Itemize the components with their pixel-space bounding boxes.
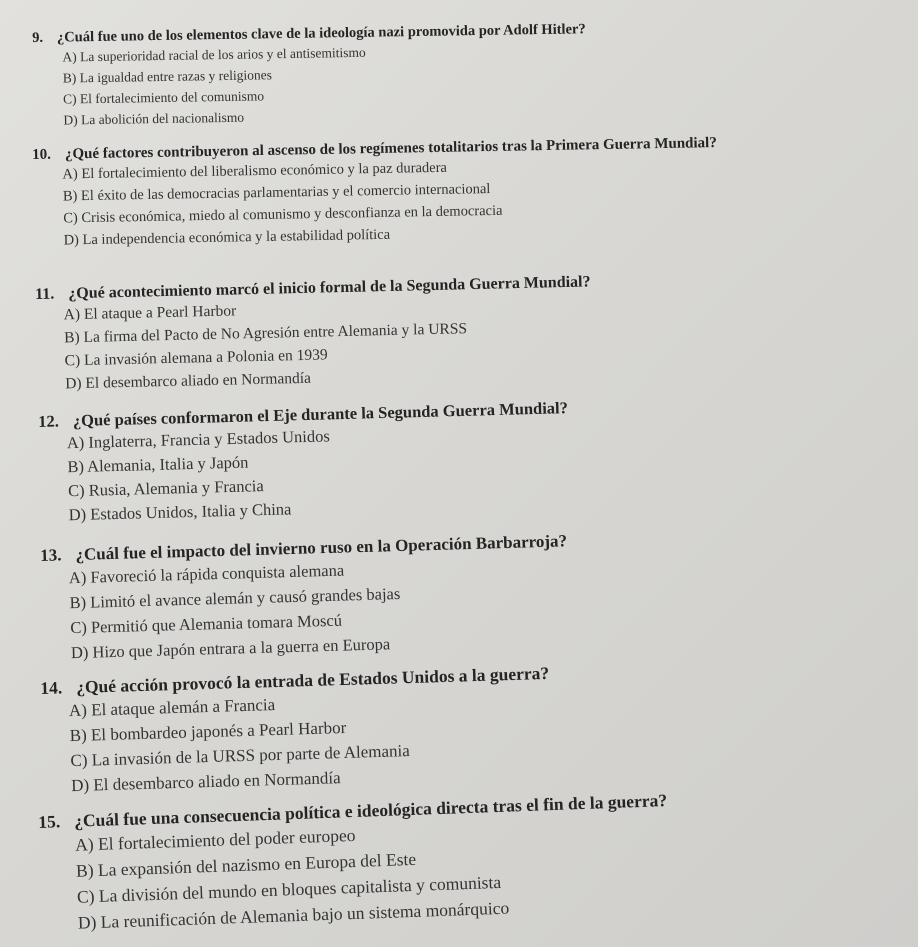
option-b: B) La expansión del nazismo en Europa del Este: [75, 848, 417, 881]
option-b: B) Limitó el avance alemán y causó grandes bajas: [69, 583, 401, 613]
question-text: ¿Qué factores contribuyeron al ascenso de los regímenes totalitarios tras la Primera Guerra Mundial?: [64, 135, 717, 163]
question-10: [32, 135, 718, 252]
option-b: B) El éxito de las democracias parlamentarias y el comercio internacional: [62, 181, 491, 205]
question-number: 9.: [32, 29, 44, 46]
option-d: D) Hizo que Japón entrara a la guerra en Europa: [70, 634, 391, 663]
option-a: A) Favoreció la rápida conquista alemana: [68, 560, 345, 588]
option-d: D) Estados Unidos, Italia y China: [68, 499, 292, 525]
question-text: ¿Qué acción provocó la entrada de Estados Unidos a la guerra?: [75, 662, 550, 697]
question-text: ¿Qué países conformaron el Eje durante la Segunda Guerra Mundial?: [72, 398, 569, 431]
question-15: [38, 790, 671, 937]
question-number: 14.: [40, 677, 63, 698]
question-9: [32, 21, 587, 131]
question-13: [40, 531, 570, 666]
option-b: B) El bombardeo japonés a Pearl Harbor: [69, 717, 347, 746]
option-c: C) La invasión alemana a Polonia en 1939: [64, 346, 328, 370]
option-c: C) La división del mundo en bloques capitalista y comunista: [76, 871, 502, 907]
option-c: C) Permitió que Alemania tomara Moscú: [70, 610, 343, 638]
option-c: C) El fortalecimiento del comunismo: [62, 88, 265, 107]
option-b: B) La igualdad entre razas y religiones: [62, 67, 273, 86]
question-number: 12.: [38, 411, 60, 431]
option-c: C) La invasión de la URSS por parte de Alemania: [70, 741, 411, 771]
question-12: [38, 398, 571, 528]
question-14: [40, 663, 552, 799]
option-b: B) Alemania, Italia y Japón: [67, 452, 249, 477]
question-11: [35, 273, 593, 396]
question-number: 15.: [38, 811, 61, 832]
question-number: 10.: [32, 146, 52, 163]
option-c: C) Rusia, Alemania y Francia: [67, 476, 264, 501]
option-d: D) La reunificación de Alemania bajo un sistema monárquico: [77, 897, 510, 933]
question-text: ¿Qué acontecimiento marcó el inicio formal de la Segunda Guerra Mundial?: [68, 273, 591, 303]
option-b: B) La firma del Pacto de No Agresión entre Alemania y la URSS: [63, 320, 468, 347]
question-text: ¿Cuál fue una consecuencia política e ideológica directa tras el fin de la guerra?: [73, 790, 668, 831]
option-a: A) El fortalecimiento del liberalismo económico y la paz duradera: [62, 159, 448, 183]
option-a: A) Inglaterra, Francia y Estados Unidos: [66, 426, 330, 453]
option-a: A) El fortalecimiento del poder europeo: [74, 824, 356, 855]
option-a: A) El ataque a Pearl Harbor: [63, 302, 237, 324]
option-d: D) El desembarco aliado en Normandía: [70, 768, 341, 796]
option-a: A) El ataque alemán a Francia: [68, 695, 276, 721]
option-a: A) La superioridad racial de los arios y el antisemitismo: [62, 44, 366, 65]
option-c: C) Crisis económica, miedo al comunismo y desconfianza en la democracia: [63, 202, 503, 227]
question-number: 13.: [40, 545, 62, 565]
option-d: D) La abolición del nacionalismo: [63, 109, 245, 128]
option-d: D) El desembarco aliado en Normandía: [65, 369, 312, 393]
question-text: ¿Cuál fue el impacto del invierno ruso en la Operación Barbarroja?: [75, 531, 568, 565]
question-text: ¿Cuál fue uno de los elementos clave de la ideología nazi promovida por Adolf Hitler?: [56, 21, 586, 46]
question-number: 11.: [35, 285, 55, 303]
option-d: D) La independencia económica y la estabilidad política: [63, 226, 391, 249]
